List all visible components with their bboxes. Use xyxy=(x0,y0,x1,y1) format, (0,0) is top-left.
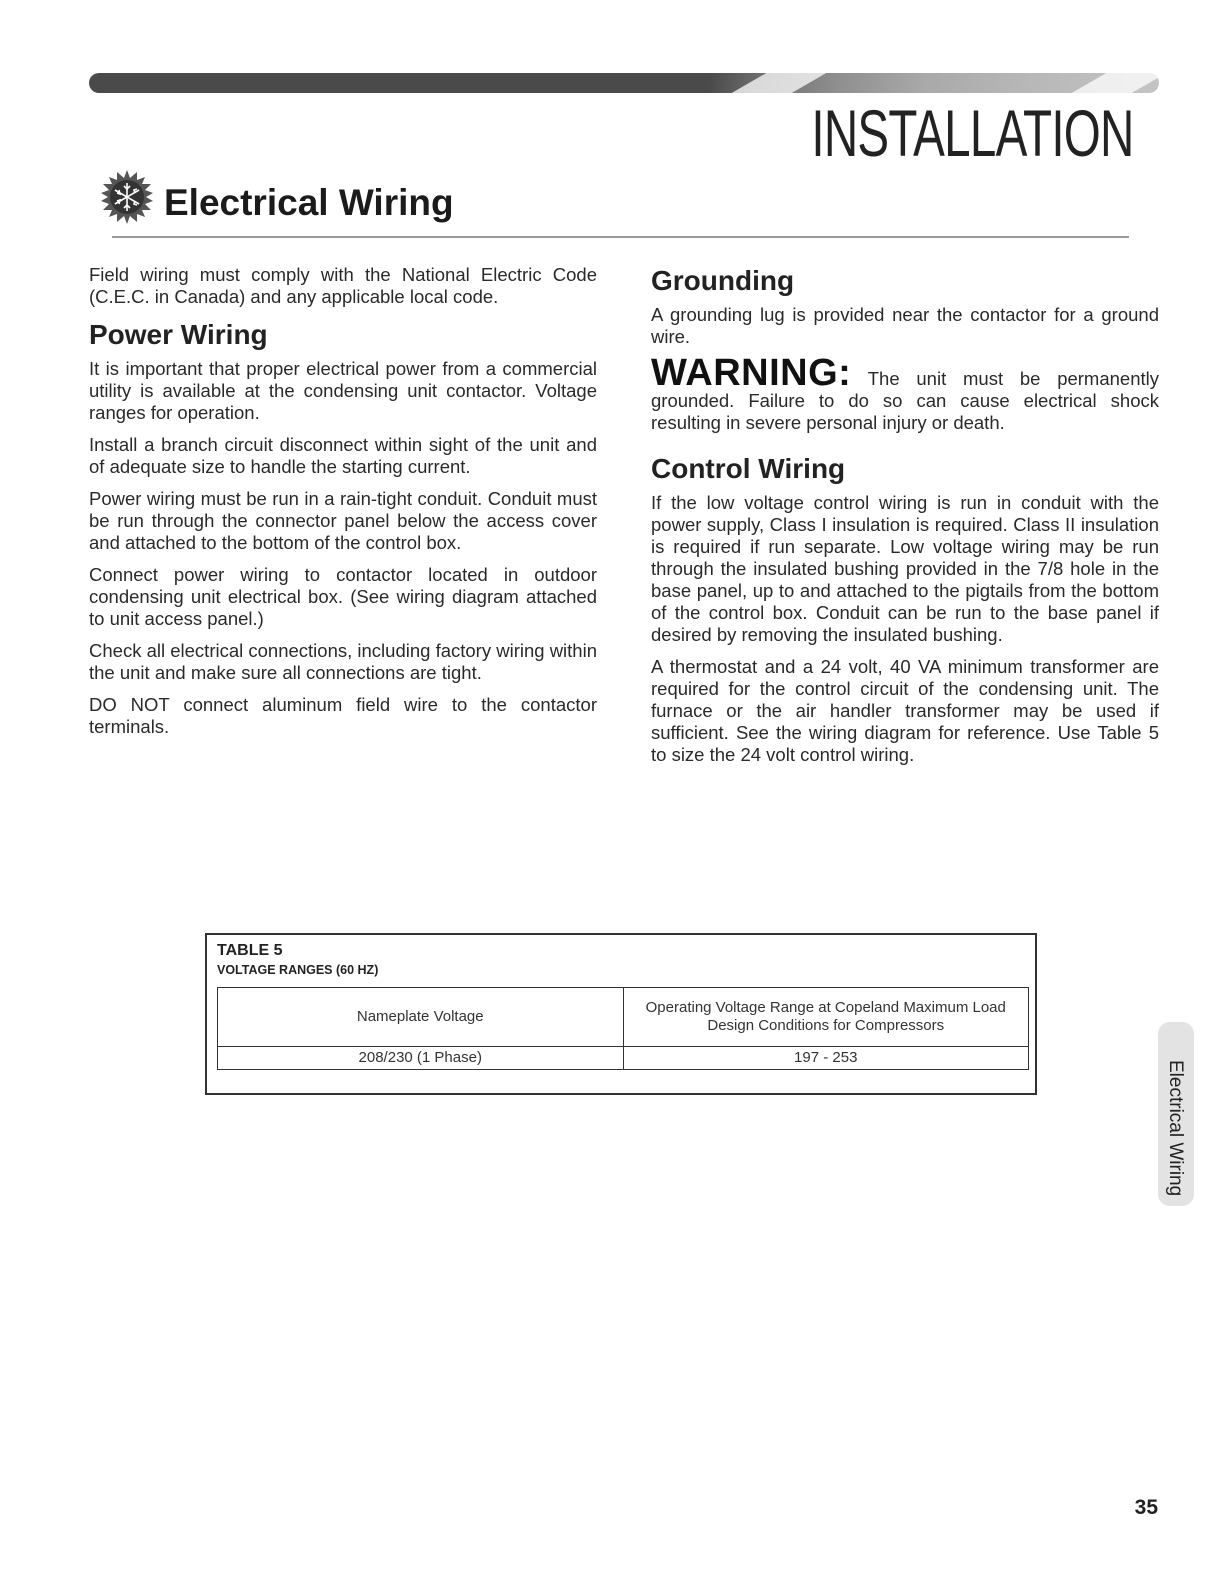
intro-paragraph: Field wiring must comply with the National Electric Code (C.E.C. in Canada) and any applicable local code. xyxy=(89,264,597,307)
warning-label: WARNING: xyxy=(651,352,852,394)
warning-text: The unit must be permanently grounded. Failure to do so can cause electrical shock resulting in severe personal injury or death. xyxy=(651,368,1159,433)
title-divider xyxy=(112,236,1129,238)
power-paragraph: Install a branch circuit disconnect within sight of the unit and of adequate size to handle the starting current. xyxy=(89,434,597,477)
header-bar-streak xyxy=(1072,73,1159,93)
side-tab-label: Electrical Wiring xyxy=(1165,1060,1186,1197)
header-bar-streak xyxy=(732,73,827,93)
title-row xyxy=(100,170,454,224)
left-column xyxy=(89,264,597,748)
table-cell: 208/230 (1 Phase) xyxy=(218,1047,624,1070)
page-title: Electrical Wiring xyxy=(164,182,454,223)
voltage-table-box xyxy=(205,933,1037,1095)
power-paragraph: It is important that proper electrical power from a commercial utility is available at the condensing unit contactor. Voltage ranges for operation. xyxy=(89,358,597,423)
grounding-paragraph: A grounding lug is provided near the contactor for a ground wire. xyxy=(651,304,1159,347)
header-bar xyxy=(89,73,1159,93)
control-paragraph: A thermostat and a 24 volt, 40 VA minimum transformer are required for the control circuit of the condensing unit. The furnace or the air handler transformer may be used if sufficient. See the wiring diagram for reference. Use Table 5 to size the 24 volt control wiring. xyxy=(651,656,1159,765)
table-number: TABLE 5 xyxy=(217,942,283,959)
warning-paragraph xyxy=(651,352,1159,434)
power-paragraph: Connect power wiring to contactor located in outdoor condensing unit electrical box. (See wiring diagram attached to unit access panel.) xyxy=(89,564,597,629)
control-paragraph: If the low voltage control wiring is run in conduit with the power supply, Class I insulation is required. Class II insulation is required if run separate. Low voltage wiring may be run through the insulated bushing provided in the 7/8 hole in the base panel, up to and attached to the pigtails from the bottom of the control box. Conduit can be run to the base panel if desired by removing the insulated bushing. xyxy=(651,492,1159,645)
snowflake-sun-icon xyxy=(100,170,154,224)
table-row xyxy=(218,1047,1029,1070)
page-number: 35 xyxy=(1134,1496,1158,1519)
control-wiring-heading: Control Wiring xyxy=(651,453,846,484)
power-paragraph: Check all electrical connections, including factory wiring within the unit and make sure all connections are tight. xyxy=(89,640,597,683)
table-header-row xyxy=(218,988,1029,1047)
power-wiring-heading: Power Wiring xyxy=(89,319,268,350)
power-paragraph: DO NOT connect aluminum field wire to the contactor terminals. xyxy=(89,694,597,737)
table-cell: 197 - 253 xyxy=(623,1047,1029,1070)
voltage-table xyxy=(217,987,1029,1070)
grounding-heading: Grounding xyxy=(651,265,795,296)
table-caption: VOLTAGE RANGES (60 HZ) xyxy=(217,963,379,977)
section-label: INSTALLATION xyxy=(811,96,1134,170)
right-column xyxy=(651,264,1159,776)
power-paragraph: Power wiring must be run in a rain-tight conduit. Conduit must be run through the connector panel below the access cover and attached to the bottom of the control box. xyxy=(89,488,597,553)
side-section-tab xyxy=(1158,1022,1194,1206)
table-header-cell: Operating Voltage Range at Copeland Maximum Load Design Conditions for Compressors xyxy=(623,988,1029,1047)
table-header-cell: Nameplate Voltage xyxy=(218,988,624,1047)
